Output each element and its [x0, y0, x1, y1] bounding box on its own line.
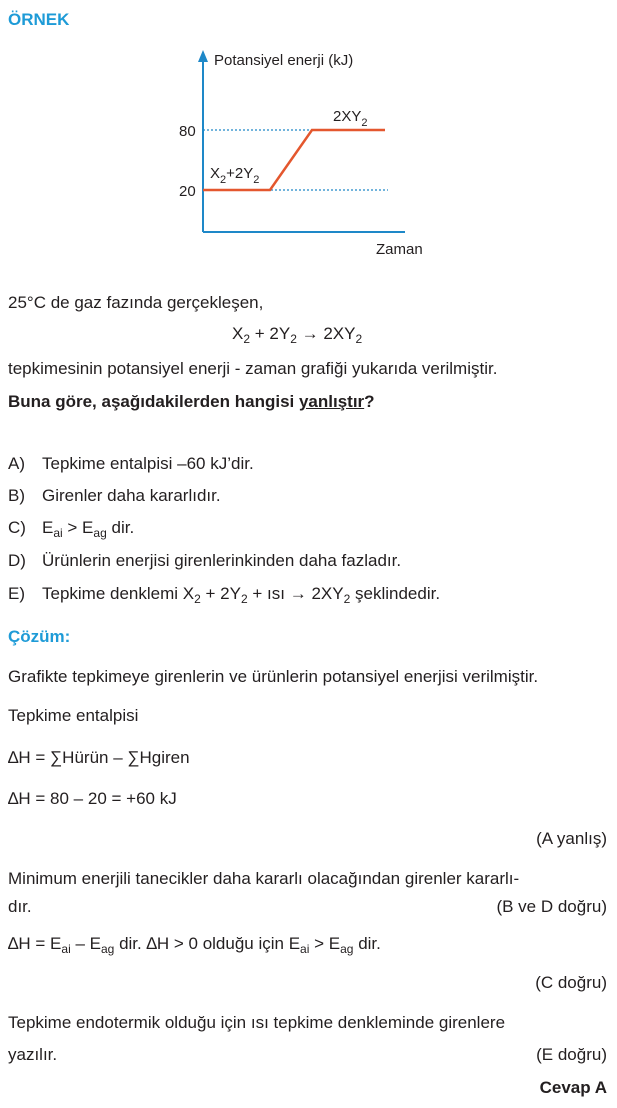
solution-remark-e: (E doğru) [536, 1045, 607, 1064]
question-intro: 25°C de gaz fazında gerçekleşen, [8, 293, 264, 312]
y-axis-arrow [198, 50, 208, 62]
y-tick-20: 20 [179, 183, 196, 200]
option-c[interactable]: C) $E_{ai} > E_{ag}$ dir. [8, 518, 135, 540]
reactant-label: $X_2+2Y_2$ [210, 165, 260, 186]
example-label: ÖRNEK [8, 10, 70, 29]
option-e[interactable]: E) Tepkime denklemi $X_2 + 2Y_2$ + ısı → $2XY_2$ şeklindedir. [8, 584, 441, 606]
solution-remark-bd: (B ve D doğru) [496, 897, 607, 916]
solution-line-8: Tepkime endotermik olduğu için ısı tepkime denkleminde girenlere [8, 1013, 506, 1032]
solution-line-3: ∆H = ∑Hürün – ∑Hgiren [8, 748, 190, 767]
solution-line-7: $\Delta H = E_{ai} - E_{ag}$ dir. ∆H > 0 olduğu için $E_{ai} > E_{ag}$ dir. [8, 934, 381, 956]
solution-remark-a: (A yanlış) [536, 829, 607, 848]
y-axis-title: Potansiyel enerji (kJ) [214, 52, 354, 69]
solution-remark-c: (C doğru) [535, 973, 607, 992]
energy-chart [0, 40, 617, 270]
y-tick-80: 80 [179, 123, 196, 140]
question-line: tepkimesinin potansiyel enerji - zaman grafiği yukarıda verilmiştir. [8, 359, 498, 378]
solution-line-9: yazılır. [8, 1045, 58, 1064]
question-prompt: Buna göre, aşağıdakilerden hangisi yanlıştır? [8, 392, 375, 411]
solution-line-2: Tepkime entalpisi [8, 706, 139, 725]
option-d[interactable]: D) Ürünlerin enerjisi girenlerinkinden daha fazladır. [8, 551, 402, 570]
solution-line-4: ∆H = 80 – 20 = +60 kJ [8, 789, 177, 808]
solution-line-1: Grafikte tepkimeye girenlerin ve ürünlerin potansiyel enerjisi verilmiştir. [8, 667, 539, 686]
product-label: $2XY_2$ [333, 108, 368, 129]
solution-line-5: Minimum enerjili tanecikler daha kararlı olacağından girenler kararlı- [8, 869, 520, 888]
solution-line-6: dır. [8, 897, 32, 916]
x-axis-title: Zaman [376, 241, 423, 258]
answer: Cevap A [539, 1078, 607, 1097]
option-a[interactable]: A) Tepkime entalpisi –60 kJ’dir. [8, 454, 254, 473]
option-b[interactable]: B) Girenler daha kararlıdır. [8, 486, 221, 505]
solution-title: Çözüm: [8, 627, 71, 646]
reaction-equation: $X_2 + 2Y_2 \to 2XY_2$ [232, 324, 363, 346]
